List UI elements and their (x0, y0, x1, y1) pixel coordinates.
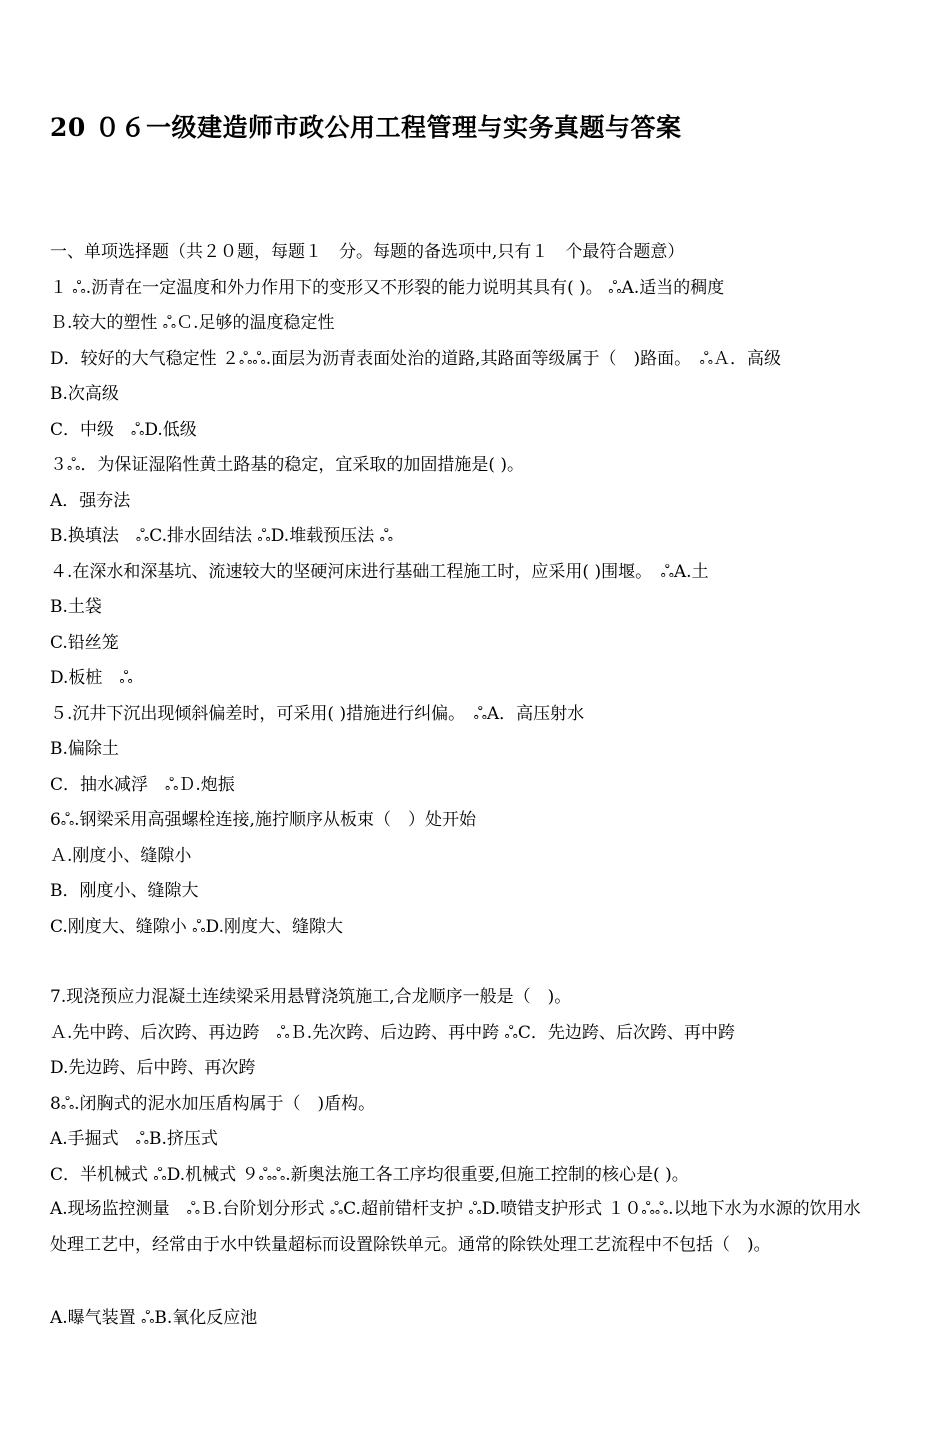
question-line: 7.现浇预应力混凝土连续梁采用悬臂浇筑施工,合龙顺序一般是（ )。 (50, 987, 572, 1007)
option-line: B.换填法 ஃC.排水固结法 ஃD.堆载预压法 ஃ (50, 526, 393, 546)
option-line: A．强夯法 (50, 490, 131, 511)
option-line: C．中级 ஃD.低级 (50, 419, 197, 440)
question-line: C．半机械式 ஃD.机械式 ９ஃஃ.新奥法施工各工序均很重要,但施工控制的核心是( )。 (50, 1164, 689, 1185)
question-line: 6ஃ.钢梁采用高强螺栓连接,施拧顺序从板束（ ）处开始 (50, 810, 476, 830)
question-line: １ ஃ.沥青在一定温度和外力作用下的变形又不形裂的能力说明其具有( )。 ஃA.适当的稠度 (50, 277, 725, 298)
option-line: C．抽水减浮 ஃＤ.炮振 (50, 774, 235, 795)
blank-line (50, 1273, 870, 1308)
question-line: ４.在深水和深基坑、流速较大的坚硬河床进行基础工程施工时，应采用( )围堰。 ஃA.土 (50, 561, 709, 582)
option-line: B．刚度小、缝隙大 (50, 881, 199, 901)
option-line: D.板桩 ஃ (50, 668, 133, 688)
option-line: B.次高级 (50, 384, 119, 404)
option-line: A.手掘式 ஃB.挤压式 (50, 1129, 218, 1149)
option-line: Ａ.先中跨、后次跨、再边跨 ஃＢ.先次跨、后边跨、再中跨 ஃC．先边跨、后次跨、再中跨 (50, 1022, 735, 1043)
section-heading: 一、单项选择题（共２０题，每题１ 分。每题的备选项中,只有１ 个最符合题意） (50, 242, 685, 262)
option-line: B.偏除土 (50, 739, 119, 759)
document-title: 20 ０６一级建造师市政公用工程管理与实务真题与答案 (50, 113, 682, 142)
option-line: A.曝气装置 ஃB.氧化反应池 (50, 1308, 258, 1328)
question-line: 8ஃ.闭胸式的泥水加压盾构属于（ )盾构。 (50, 1093, 376, 1114)
question-line: D．较好的大气稳定性 ２ஃஃ.面层为沥青表面处治的道路,其路面等级属于（ )路面。 ஃＡ．高级 (50, 348, 781, 369)
blank-line (50, 952, 870, 987)
question-line: A.现场监控测量 ஃＢ.台阶划分形式 ஃC.超前错杆支护 ஃD.喷错支护形式 １０ஃஃ.以地下水为水源的饮用水处理工艺中，经常由于水中铁量超标而设置除铁单元。通常的除铁处理工艺流程中不包括（ )。 (50, 1199, 861, 1255)
option-line: Ａ.刚度小、缝隙小 (50, 845, 192, 866)
option-line: D.先边跨、后中跨、再次跨 (50, 1058, 256, 1078)
question-line: ３ஃ．为保证湿陷性黄土路基的稳定，宜采取的加固措施是( )。 (50, 455, 524, 475)
option-line: C.铅丝笼 (50, 632, 119, 653)
option-line: C.刚度大、缝隙小 ஃD.刚度大、缝隙大 (50, 916, 343, 937)
option-line: Ｂ.较大的塑性 ஃＣ.足够的温度稳定性 (50, 313, 335, 333)
document-body (50, 242, 870, 1344)
option-line: B.土袋 (50, 597, 102, 617)
question-line: ５.沉井下沉出现倾斜偏差时，可采用( )措施进行纠偏。 ஃA．高压射水 (50, 703, 585, 724)
